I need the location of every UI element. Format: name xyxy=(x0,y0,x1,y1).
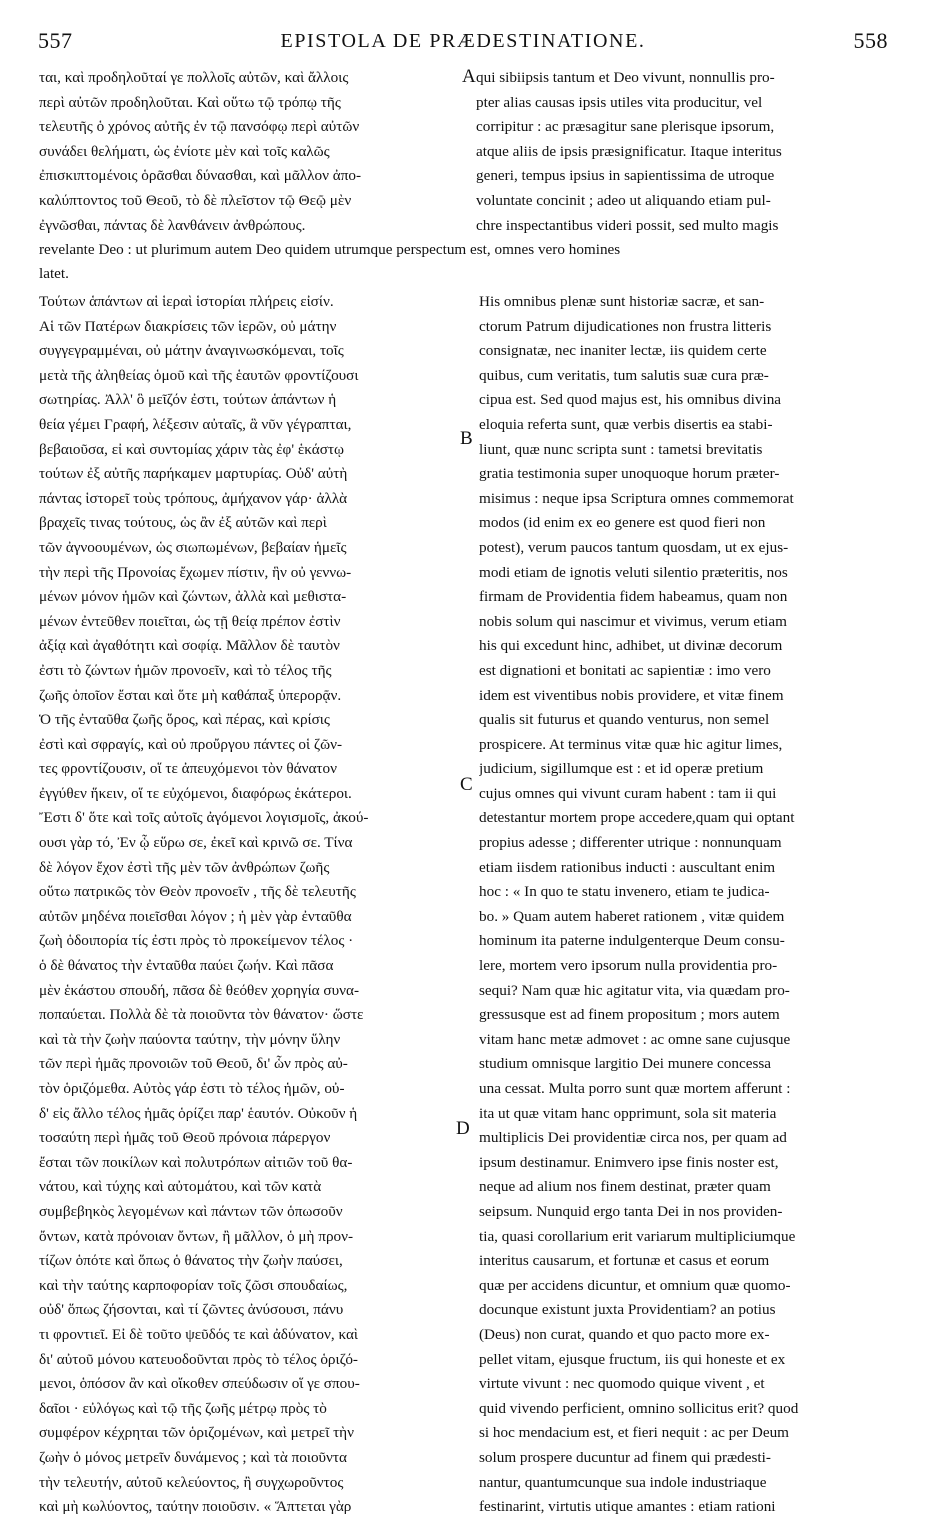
latin-text-line: bo. » Quam autem haberet rationem , vitæ quidem xyxy=(479,907,785,925)
greek-text-line: τὴν περὶ τῆς Προνοίας ἔχωμεν πίστιν, ἣν οὐ γεννω- xyxy=(39,563,352,581)
latin-text-line: voluntate concinit ; adeo ut aliquando etiam pul- xyxy=(476,191,771,209)
latin-text-line: modi etiam de ignotis veluti silentio præteritis, nos xyxy=(479,563,788,581)
latin-text-line: cujus omnes qui vivunt curam habent : tam ii qui xyxy=(479,784,777,802)
latin-text-line: qualis sit futurus et quando venturus, non semel xyxy=(479,711,770,729)
greek-text-line: μένων ἐντεῦθεν ποιεῖται, ὡς τῇ θείᾳ πρέπον ἐστὶν xyxy=(39,612,341,630)
running-title: EPISTOLA DE PRÆDESTINATIONE. xyxy=(280,30,646,52)
latin-text-line: misimus : neque ipsa Scriptura omnes commemorat xyxy=(479,489,794,507)
latin-text-line: eloquia referta sunt, quæ verbis disertis ea stabi- xyxy=(479,415,773,433)
latin-text-line: hominum ita paterne indulgenterque Deum consu- xyxy=(479,932,785,950)
latin-text-line: gressusque est ad finem propositum ; mors autem xyxy=(479,1006,780,1024)
greek-text-line: ἐστὶ καὶ σφραγίς, καὶ οὐ προὔργου πάντες οἱ ζῶν- xyxy=(39,735,343,753)
latin-text-line: vitam hanc metæ admovet : ac omne sane cujusque xyxy=(479,1030,791,1048)
latin-text-line: consignatæ, nec inaniter lectæ, iis quidem certe xyxy=(479,342,767,360)
greek-text-line: καὶ τὰ τὴν ζωὴν παύοντα ταύτην, τὴν μόνην ὕλην xyxy=(39,1030,341,1048)
latin-text-line: detestantur mortem prope accedere,quam qui optant xyxy=(479,809,795,827)
greek-text-line: συμβεβηκὸς λεγομένων καὶ πάντων τῶν ὁπωσοῦν xyxy=(39,1202,343,1220)
greek-text-line: μενοι, ὁπόσον ἂν καὶ οἴκοθεν σπεύδωσιν οἵ γε σπου- xyxy=(39,1375,360,1393)
margin-marker-a: A xyxy=(462,66,476,87)
latin-text-line: studium omnisque largitio Dei munere concessa xyxy=(479,1055,772,1073)
latin-text-line: ipsum destinamur. Enimvero ipse finis noster est, xyxy=(479,1153,779,1171)
greek-text-line: περὶ αὐτῶν προδηλοῦται. Καὶ οὕτω τῷ τρόπῳ τῆς xyxy=(39,93,341,111)
greek-text-line: ἐπισκιπτομένοις ὁρᾶσθαι δύνασθαι, καὶ μᾶλλον ἀπο- xyxy=(39,167,362,185)
latin-text-line: cipua est. Sed quod majus est, his omnibus divina xyxy=(479,391,782,409)
latin-text-line: festinarint, virtutis utique amantes : etiam rationi xyxy=(479,1498,776,1516)
latin-text-line: gratia testimonia super unoquoque horum præter- xyxy=(479,465,780,483)
greek-text-line: δι' αὐτοῦ μόνου κατευοδοῦνται πρὸς τὸ τέλος ὁριζό- xyxy=(39,1350,358,1368)
page-number-right: 558 xyxy=(853,28,888,53)
greek-text-line: συμφέρον κέχρηται τῶν ὁριζομένων, καὶ μετρεῖ τὴν xyxy=(39,1424,354,1442)
greek-text-line: Ὁ τῆς ἐνταῦθα ζωῆς ὅρος, καὶ πέρας, καὶ κρίσις xyxy=(39,711,330,729)
latin-text-line: solum prospere ducuntur ad finem qui prædesti- xyxy=(479,1448,771,1466)
greek-text-line: δὲ λόγον ἔχον ἐστὶ τῆς μὲν τῶν ἀνθρώπων ζωῆς xyxy=(39,858,330,876)
greek-text-line: Ἔστι δ' ὅτε καὶ τοῖς αὐτοῖς ἀγόμενοι λογισμοῖς, ἀκού- xyxy=(39,809,369,827)
latin-text-line: generi, tempus ipsius in sapientissima de utroque xyxy=(476,167,775,185)
latin-column-main xyxy=(479,290,899,1520)
full-width-line: revelante Deo : ut plurimum autem Deo quidem utrumque perspectum est, omnes vero homines xyxy=(39,241,621,258)
page-number-left: 557 xyxy=(38,28,73,53)
latin-text-line: prospicere. At terminus vitæ quæ hic agitur limes, xyxy=(479,735,783,753)
greek-column-top xyxy=(39,66,457,238)
greek-text-line: μένων μόνον ἡμῶν καὶ ζώντων, ἀλλὰ καὶ μεθιστα- xyxy=(39,588,347,606)
greek-text-line: δαῖοι · εὐλόγως καὶ τῷ τῆς ζωῆς μέτρῳ πρὸς τὸ xyxy=(39,1399,327,1417)
greek-text-line: ται, καὶ προδηλοῦταί γε πολλοῖς αὐτῶν, καὶ ἄλλοις xyxy=(39,69,349,86)
latin-text-line: etiam iisdem rationibus inducti : auscultant enim xyxy=(479,858,776,876)
greek-text-line: οὐδ' ὅπως ζήσονται, καὶ τί ζῶντες ἀνύσουσι, πάνυ xyxy=(39,1301,344,1319)
latin-text-line: quid vivendo perficient, omnino sollicitus erit? quod xyxy=(479,1399,799,1417)
latin-text-line: tia, quasi corollarium erit variarum multipliciumque xyxy=(479,1227,796,1245)
latin-text-line: atque aliis de ipsis præsignificatur. Itaque interitus xyxy=(476,142,782,160)
greek-text-line: ζωῆς ὁποῖον ἔσται καὶ ὅτε μὴ καθάπαξ ὑπερορᾷν. xyxy=(39,686,342,704)
latin-text-line: interitus causarum, et fortunæ et casus et eorum xyxy=(479,1252,770,1270)
greek-text-line: βραχεῖς τινας τούτους, ὡς ἂν ἐξ αὐτῶν καὶ περὶ xyxy=(39,514,327,532)
latin-text-line: his qui excedunt hinc, adhibet, ut divinæ decorum xyxy=(479,637,783,655)
latin-text-line: firmam de Providentia fidem habeamus, quam non xyxy=(479,588,788,606)
latin-text-line: corripitur : ac præsagitur sane plerisque ipsorum, xyxy=(476,118,775,136)
greek-text-line: ὄντων, κατὰ πρόνοιαν ὄντων, ἢ μᾶλλον, ὁ μὴ προν- xyxy=(39,1227,354,1245)
greek-text-line: τι φροντιεῖ. Εἰ δὲ τοῦτο ψεῦδός τε καὶ ἀδύνατον, καὶ xyxy=(39,1325,359,1343)
greek-text-line: τὸν ὁριζόμεθα. Αὐτὸς γάρ ἐστι τὸ τέλος ἡμῶν, οὐ- xyxy=(39,1080,345,1097)
greek-text-line: θεία γέμει Γραφή, λέξεσιν αὐταῖς, ἃ νῦν γέγραπται, xyxy=(39,415,352,433)
greek-text-line: συγγεγραμμέναι, οὐ μάτην ἀναγινωσκόμεναι, τοῖς xyxy=(39,342,344,360)
latin-text-line: pter alias causas ipsis utiles vita producitur, vel xyxy=(476,93,763,111)
greek-text-line: ἔσται τῶν ποικίλων καὶ πολυτρόπων αἰτιῶν τοῦ θα- xyxy=(39,1153,353,1171)
latin-text-line: seipsum. Nunquid ergo tanta Dei in nos providen- xyxy=(479,1202,783,1220)
greek-text-line: ζωὴν ὁ μόνος μετρεῖν δυνάμενος ; καὶ τὰ ποιοῦντα xyxy=(39,1448,347,1466)
latin-text-line: qui sibiipsis tantum et Deo vivunt, nonnullis pro- xyxy=(476,69,775,86)
greek-text-line: τούτων ἐξ αὐτῆς παρήκαμεν μαρτυρίας. Οὐδ' αὐτὴ xyxy=(39,465,348,483)
greek-text-line: ἐγγύθεν ἥκειν, οἵ τε εὐχόμενοι, διαφόρως ἑκάτεροι. xyxy=(39,784,352,802)
latin-text-line: nantur, quantumcunque sua indole industriaque xyxy=(479,1473,767,1491)
latin-text-line: quibus, cum veritatis, tum salutis suæ cura præ- xyxy=(479,366,769,384)
greek-text-line: τῶν ἀγνοουμένων, ὡς σιωπωμένων, βεβαίαν ἡμεῖς xyxy=(39,538,347,556)
greek-text-line: καὶ τὴν ταύτης καρποφορίαν τοῖς ζῶσι σπουδαίως, xyxy=(39,1276,348,1294)
latin-text-line: idem est viventibus nobis providere, et vitæ finem xyxy=(479,686,784,704)
greek-text-line: μετὰ τῆς ἀληθείας ὁμοῦ καὶ τῆς ἑαυτῶν φροντίζουσι xyxy=(39,366,359,384)
latin-text-line: potest), verum paucos tantum quosdam, ut ex ejus- xyxy=(479,538,789,556)
greek-text-line: συνάδει θελήματι, ὡς ἐνίοτε μὲν καὶ τοῖς καλῶς xyxy=(39,142,330,160)
margin-marker-d: D xyxy=(456,1118,470,1139)
greek-text-line: νάτου, καὶ τύχης καὶ αὐτομάτου, καὶ τῶν κατὰ xyxy=(39,1178,322,1196)
greek-text-line: ποπαύεται. Πολλὰ δὲ τὰ ποιοῦντα τὸν θάνατον· ὥστε xyxy=(39,1006,364,1024)
greek-text-line: τες φροντίζουσιν, οἵ τε ἀπευχόμενοι τὸν θάνατον xyxy=(39,760,337,778)
latin-text-line: pellet vitam, ejusque fructum, iis qui honeste et ex xyxy=(479,1350,786,1368)
greek-text-line: ζωὴ ὁδοιπορία τίς ἐστι πρὸς τὸ προκείμενον τέλος · xyxy=(39,932,354,950)
margin-marker-b: B xyxy=(460,428,473,449)
greek-text-line: καὶ μὴ κωλύοντος, ταύτην ποιοῦσιν. « Ἅπτεται γὰρ xyxy=(39,1498,352,1516)
greek-text-line: Αἱ τῶν Πατέρων διακρίσεις τῶν ἱερῶν, οὐ μάτην xyxy=(39,317,337,335)
latin-text-line: judicium, sigillumque est : et id operæ pretium xyxy=(479,760,764,778)
greek-text-line: σωτηρίας. Ἀλλ' ὃ μεῖζόν ἐστι, τούτων ἁπάντων ἡ xyxy=(39,391,337,409)
greek-text-line: ἐστι τὸ ζώντων ἡμῶν προνοεῖν, καὶ τὸ τέλος τῆς xyxy=(39,661,332,679)
greek-text-line: αὐτῶν μηδένα ποιεῖσθαι λόγον ; ἡ μὲν γὰρ ἐνταῦθα xyxy=(39,907,352,925)
latin-text-line: ita ut quæ vitam hanc opprimunt, sola sit materia xyxy=(479,1104,777,1122)
latin-text-line: His omnibus plenæ sunt historiæ sacræ, et san- xyxy=(479,293,765,310)
greek-text-line: οὕτω πατρικῶς τὸν Θεὸν προνοεῖν , τῆς δὲ τελευτῆς xyxy=(39,883,356,901)
latin-text-line: propius adesse ; differenter utrique : nonnunquam xyxy=(479,834,782,852)
latin-text-line: sequi? Nam quæ hic agitatur vita, via quædam pro- xyxy=(479,981,790,999)
greek-text-line: μὲν ἑκάστου σπουδή, πᾶσα δὲ θεόθεν χορηγία συνα- xyxy=(39,981,360,999)
latin-text-line: (Deus) non curat, quando et quo pacto more ex- xyxy=(479,1325,770,1343)
latin-text-line: ctorum Patrum dijudicationes non frustra litteris xyxy=(479,317,772,335)
latin-text-line: liunt, quæ nunc scripta sunt : tametsi brevitatis xyxy=(479,440,763,458)
greek-text-line: βεβαιοῦσα, εἰ καὶ συντομίας χάριν τὰς ἐφ' ἑκάστῳ xyxy=(39,440,344,458)
latin-text-line: si hoc mendacium est, et fieri nequit : ac per Deum xyxy=(479,1424,789,1442)
latin-text-line: multiplicis Dei providentiæ circa nos, per quam ad xyxy=(479,1129,787,1147)
greek-text-line: ἐγνῶσθαι, πάντας δὲ λανθάνειν ἀνθρώπους. xyxy=(39,216,306,234)
latin-text-line: nobis solum qui nascimur et vivimus, verum etiam xyxy=(479,612,787,630)
greek-text-line: ὁ δὲ θάνατος τὴν ἐνταῦθα παύει ζωήν. Καὶ πᾶσα xyxy=(39,957,334,975)
greek-text-line: τὴν τελευτήν, αὐτοῦ κελεύοντος, ἢ συγχωροῦντος xyxy=(39,1473,344,1491)
greek-text-line: Τούτων ἁπάντων αἱ ἱεραὶ ἱστορίαι πλήρεις εἰσίν. xyxy=(39,293,334,310)
greek-text-line: δ' εἰς ἄλλο τέλος ἡμᾶς ὁρίζει παρ' ἑαυτόν. Οὐκοῦν ἡ xyxy=(39,1104,358,1122)
greek-text-line: τίζων ὁπότε καὶ ὅπως ὁ θάνατος τὴν ζωὴν παύσει, xyxy=(39,1252,343,1270)
greek-column-main xyxy=(39,290,459,1520)
latin-text-line: hoc : « In quo te statu invenero, etiam te judica- xyxy=(479,883,770,901)
greek-text-line: τοσαύτη περὶ ἡμᾶς τοῦ Θεοῦ πρόνοια πάρεργον xyxy=(39,1129,331,1147)
greek-text-line: ἀξίᾳ καὶ ἀγαθότητι καὶ σοφίᾳ. Μᾶλλον δὲ ταυτὸν xyxy=(39,637,340,655)
latin-text-line: chre inspectantibus videri possit, sed multo magis xyxy=(476,216,779,234)
greek-text-line: ουσι γὰρ τό, Ἐν ᾧ εὕρω σε, ἐκεῖ καὶ κρινῶ σε. Τίνα xyxy=(39,834,353,852)
latin-text-line: virtute vivunt : nec quomodo quique vivent , et xyxy=(479,1375,765,1393)
latin-text-line: modos (id enim ex eo genere est quod fieri non xyxy=(479,514,766,532)
margin-marker-c: C xyxy=(460,774,473,795)
greek-text-line: καλύπτοντος τοῦ Θεοῦ, τὸ δὲ πλεῖστον τῷ Θεῷ μὲν xyxy=(39,191,352,209)
latin-text-line: una cessat. Multa porro sunt quæ mortem afferunt : xyxy=(479,1080,791,1097)
latin-text-line: est dignationi et bonitati ac sapientiæ : imo vero xyxy=(479,661,771,679)
latin-text-line: quæ per accidens dicuntur, et omnium quæ quomo- xyxy=(479,1276,791,1294)
latin-text-line: lere, mortem vero ipsorum nulla providentia pro- xyxy=(479,957,778,975)
latin-text-line: docunque existunt juxta Providentiam? an potius xyxy=(479,1301,776,1319)
greek-text-line: πάντας ἱστορεῖ τοὺς τρόπους, ἀμήχανον γάρ· ἀλλὰ xyxy=(39,489,348,507)
latin-text-line: neque ad alium nos finem destinat, præter quam xyxy=(479,1178,771,1196)
greek-text-line: τῶν περὶ ἡμᾶς προνοιῶν τοῦ Θεοῦ, δι' ὧν πρὸς αὐ- xyxy=(39,1055,348,1073)
latin-column-top xyxy=(476,66,896,238)
page-header xyxy=(38,28,888,58)
full-width-line-end: latet. xyxy=(39,265,69,282)
greek-text-line: τελευτῆς ὁ χρόνος αὐτῆς ἐν τῷ πανσόφῳ περὶ αὐτῶν xyxy=(39,118,360,136)
